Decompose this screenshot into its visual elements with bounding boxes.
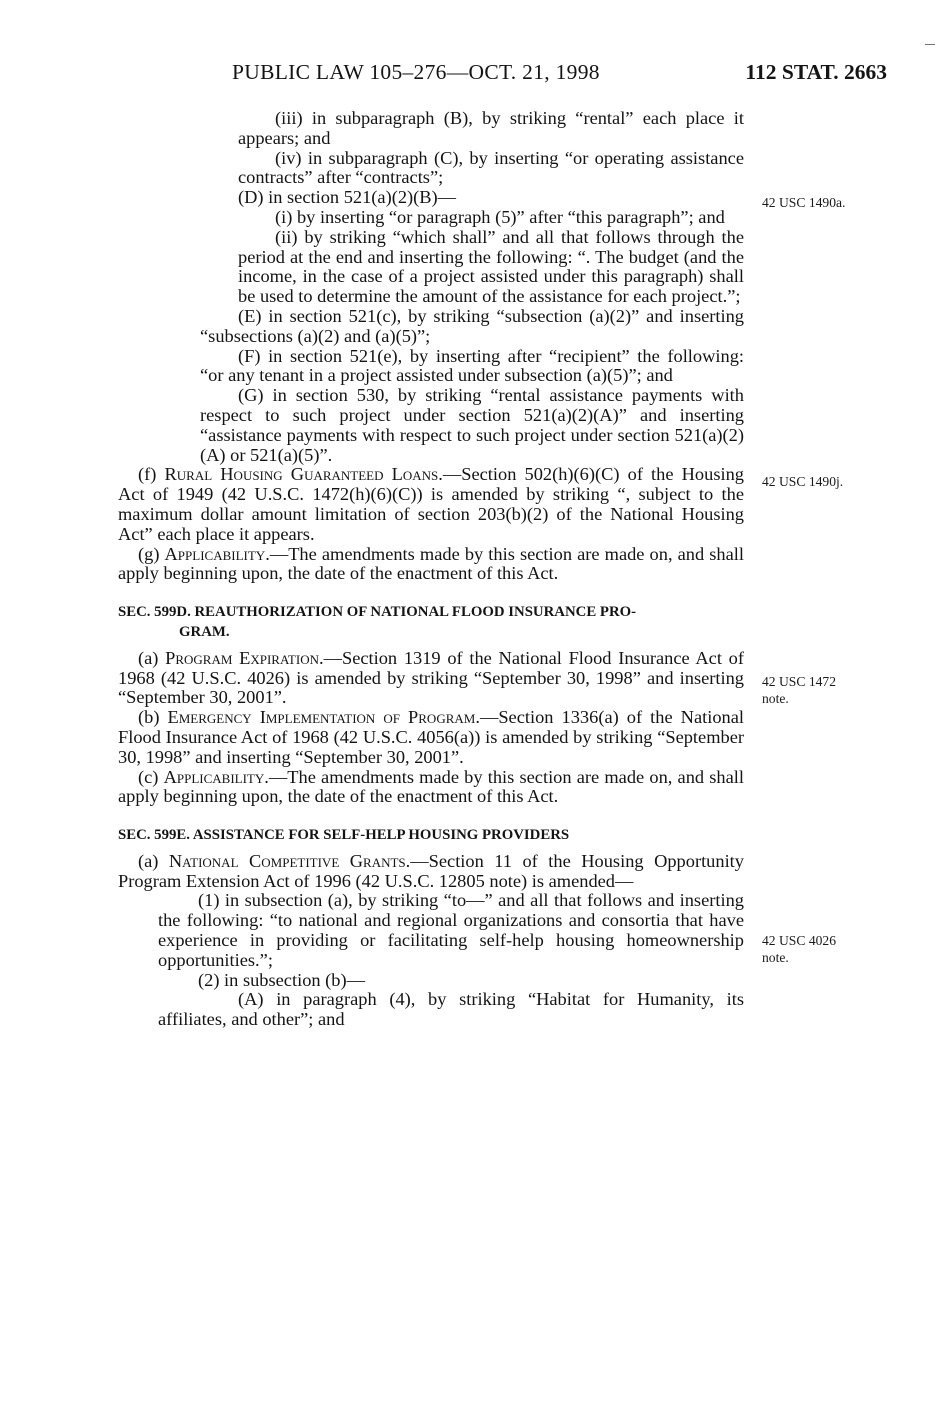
margin-note-1472: 42 USC 1472 note. [762, 674, 837, 706]
section-599d-title: SEC. 599D. REAUTHORIZATION OF NATIONAL FLOOD INSURANCE PRO- [118, 604, 637, 621]
para-e-a [118, 852, 744, 892]
para-d-a [118, 649, 744, 708]
para-e-2: (2) in subsection (b)— [198, 969, 366, 990]
para-F: (F) in section 521(e), by inserting after “recipient” the following: “or any tenant in a project assisted under subsection (a)(5)”; and [200, 345, 744, 386]
para-d-a-heading: Program Expiration. [165, 647, 324, 668]
page-header [0, 60, 949, 90]
para-d-a-label: (a) [138, 647, 166, 668]
para-D: (D) in section 521(a)(2)(B)— [238, 187, 457, 208]
para-f-heading: Rural Housing Guaranteed Loans. [164, 464, 443, 485]
para-d-c-text: —The amendments made by this section are made on, and shall apply beginning upon, the date of the enactment of this Act. [118, 766, 744, 807]
para-g-label: (g) [138, 543, 165, 564]
para-e-a-text: —Section 11 of the Housing Opportunity Program Extension Act of 1996 (42 U.S.C. 12805 note) is amended— [118, 850, 744, 891]
margin-note-1490a: 42 USC 1490a. [762, 195, 846, 210]
para-f-rural-housing [118, 465, 744, 544]
para-d-b-text: —Section 1336(a) of the National Flood Insurance Act of 1968 (42 U.S.C. 4056(a)) is amended by striking “September 30, 1998” and inserting “September 30, 2001”. [118, 707, 745, 767]
header-stat-page: 112 STAT. 2663 [745, 60, 887, 84]
para-g-text: —The amendments made by this section are made on, and shall apply beginning upon, the date of the enactment of this Act. [118, 543, 744, 584]
para-G: (G) in section 530, by striking “rental assistance payments with respect to such project under section 521(a)(2)(A)” and inserting “assistance payments with respect to such project under section 521(a)(2)(A) or 521(a)(5)”. [200, 385, 744, 465]
header-law-date: PUBLIC LAW 105–276—OCT. 21, 1998 [232, 60, 600, 84]
para-d-b [118, 708, 744, 767]
margin-note-4026: 42 USC 4026 note. [762, 933, 837, 965]
para-iv: (iv) in subparagraph (C), by inserting “or operating assistance contracts” after “contracts”; [238, 147, 744, 188]
para-D-ii: (ii) by striking “which shall” and all that follows through the period at the end and inserting the following: “. The budget (and the income, in the case of a project assisted under this paragraph) shall be used to determine the amount of the assistance for each project.”; [238, 226, 744, 307]
para-d-c-label: (c) [138, 766, 164, 787]
para-d-b-label: (b) [138, 707, 168, 728]
para-E: (E) in section 521(c), by striking “subsection (a)(2)” and inserting “subsections (a)(2) and (a)(5)”; [200, 305, 744, 346]
para-d-a-text: —Section 1319 of the National Flood Insurance Act of 1968 (42 U.S.C. 4026) is amended by striking “September 30, 1998” and inserting “September 30, 2001”. [118, 647, 744, 708]
scan-mark [925, 44, 935, 45]
para-d-b-heading: Emergency Implementation of Program. [167, 707, 480, 728]
section-599d-title-cont: GRAM. [179, 623, 230, 640]
para-iii: (iii) in subparagraph (B), by striking “rental” each place it appears; and [238, 108, 744, 148]
para-e-a-label: (a) [138, 850, 169, 871]
para-e-a-heading: National Competitive Grants. [168, 850, 411, 871]
para-g-heading: Applicability. [164, 543, 270, 564]
para-f-label: (f) [138, 464, 165, 485]
para-e-1: (1) in subsection (a), by striking “to—” and all that follows and inserting the following: “to national and regional organizations and consortia that have experience in providing or facilitating self-help housing homeownership opportunities.”; [158, 890, 744, 970]
para-e-2-A: (A) in paragraph (4), by striking “Habitat for Humanity, its affiliates, and other”; and [158, 989, 744, 1030]
section-599d-heading [118, 603, 744, 643]
section-599e-heading: SEC. 599E. ASSISTANCE FOR SELF-HELP HOUSING PROVIDERS [118, 827, 570, 844]
para-d-c [118, 768, 744, 808]
margin-note-1490j: 42 USC 1490j. [762, 474, 844, 489]
para-d-c-heading: Applicability. [163, 766, 269, 787]
para-D-i: (i) by inserting “or paragraph (5)” after “this paragraph”; and [275, 206, 725, 227]
para-g-applicability [118, 545, 744, 585]
document-body [118, 109, 744, 1030]
para-f-text: —Section 502(h)(6)(C) of the Housing Act of 1949 (42 U.S.C. 1472(h)(6)(C)) is amended by striking “, subject to the maximum dollar amount limitation of section 203(b)(2) of the National Housing Act” each place it appears. [118, 464, 744, 544]
